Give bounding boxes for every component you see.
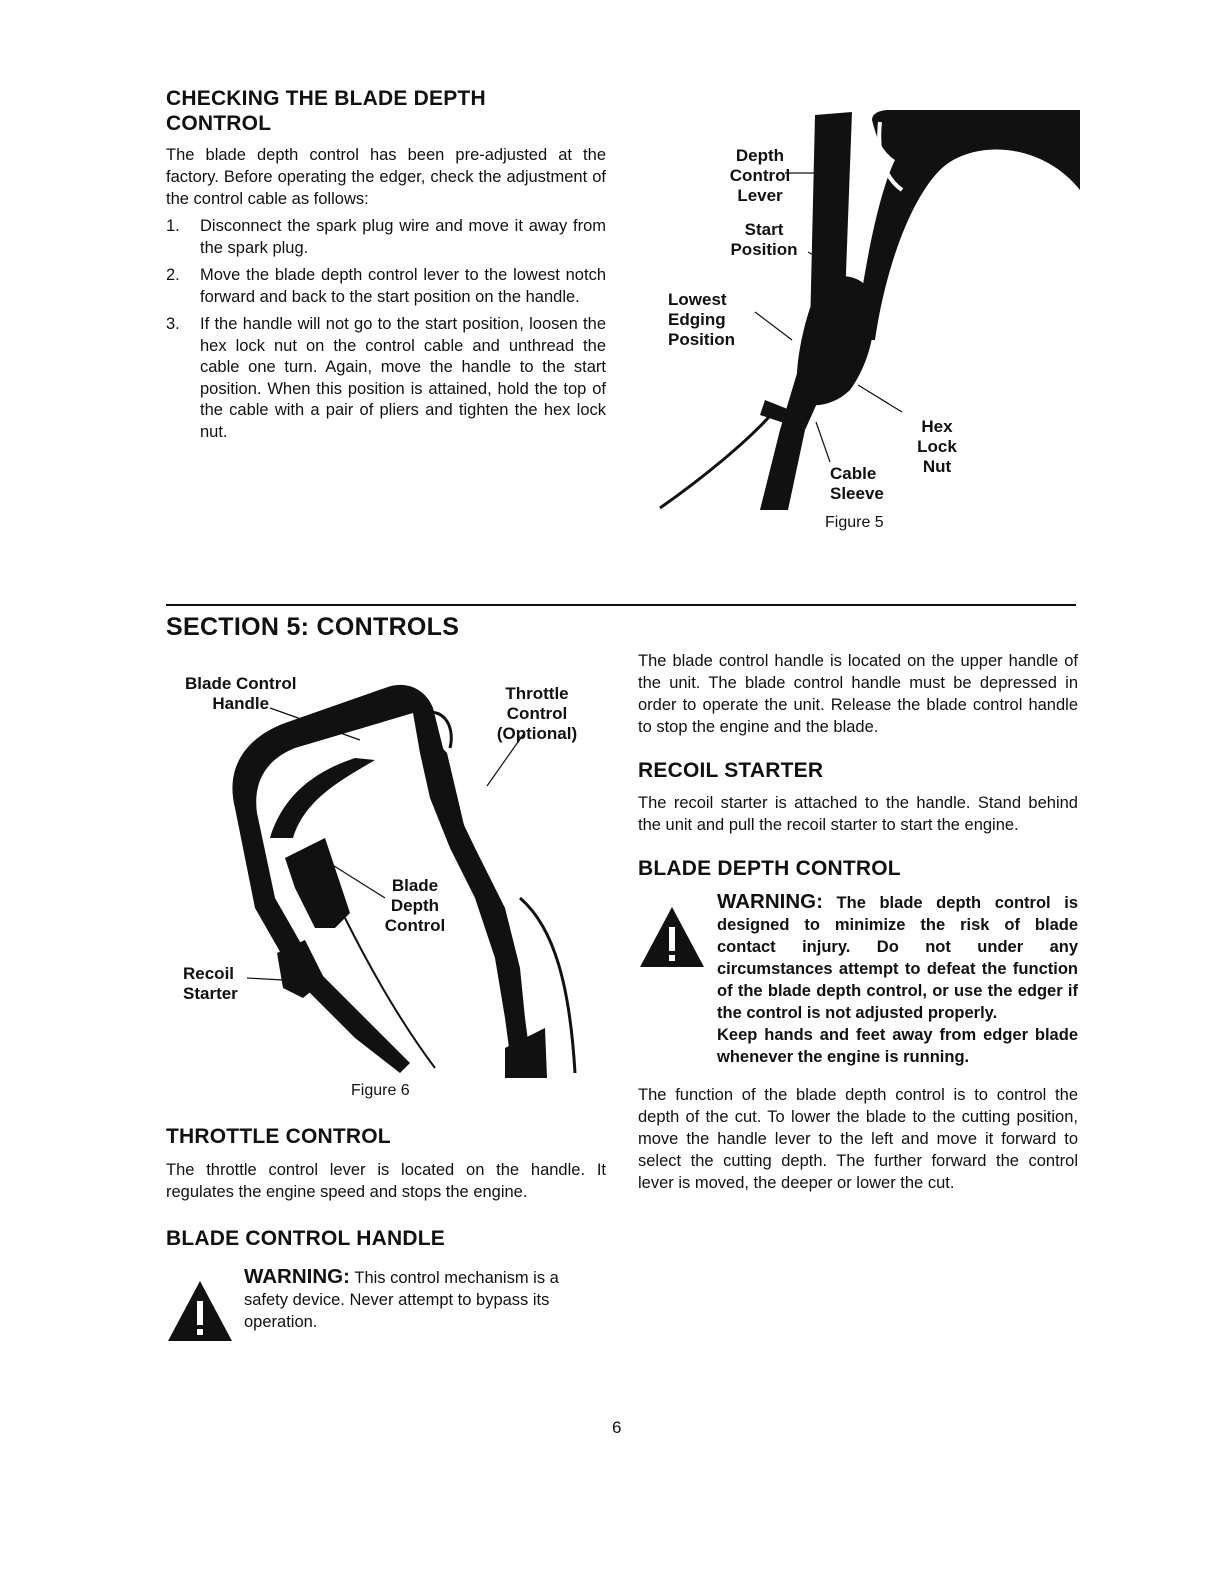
throttle-control-title: THROTTLE CONTROL [166,1125,391,1148]
warning-text: This control mechanism is a safety device. Never attempt to bypass its operation. [244,1269,559,1331]
blade-depth-control-title: BLADE DEPTH CONTROL [638,857,901,880]
blade-control-handle-title: BLADE CONTROL HANDLE [166,1227,445,1250]
warning-title-depth: WARNING: [717,890,823,913]
blade-control-handle-section [166,1226,606,1345]
warning-triangle-icon [166,1279,234,1343]
right-column [638,650,1078,1194]
label-depth-control-lever: Depth Control Lever [729,146,791,205]
throttle-control-body: The throttle control lever is located on the handle. It regulates the engine speed and stops the engine. [166,1161,606,1201]
checking-intro: The blade depth control has been pre-adjusted at the factory. Before operating the edger, check the adjustment of the control cable as follows: [166,146,606,208]
warning-box-depth [638,891,1078,1068]
section-divider [166,604,1076,606]
label-blade-depth-control: Blade Depth Control [384,876,446,935]
list-item: 3. If the handle will not go to the start position, loosen the hex lock nut on the control cable and unthread the cable one turn. Again, move the handle to the start position. When this position is attained, hold the top of the cable with a pair of pliers and tighten the hex lock nut. [166,315,606,441]
warning-triangle-icon [638,905,706,969]
figure-6-caption: Figure 6 [351,1082,410,1099]
label-hex-lock-nut: Hex Lock Nut [917,417,957,476]
checking-section [166,86,606,449]
figure-6 [175,668,595,1108]
section-title: SECTION 5: CONTROLS [166,613,460,641]
blade-depth-control-body: The function of the blade depth control is to control the depth of the cut. To lower the blade to the cutting position, move the handle lever to the left and move it forward to select the cutting depth. The further forward the control lever is moved, the deeper or lower the cut. [638,1086,1078,1192]
label-blade-control-handle: Blade Control Handle [185,674,297,713]
warning-text-depth: WARNING: The blade depth control is designed to minimize the risk of blade contact injury. Do not under any circumstances attempt to defeat the function of the blade depth control, or use the edger if the control is not adjusted properly. [717,890,1078,1022]
list-item: 2. Move the blade depth control lever to the lowest notch forward and back to the start position on the handle. [166,266,606,306]
checking-steps [166,216,606,443]
label-throttle-control: Throttle Control (Optional) [496,684,578,743]
throttle-control-section [166,1124,606,1203]
list-item: 1. Disconnect the spark plug wire and move it away from the spark plug. [166,217,606,257]
figure-5 [640,100,1090,550]
label-recoil-starter: Recoil Starter [183,964,238,1003]
recoil-starter-body: The recoil starter is attached to the handle. Stand behind the unit and pull the recoil starter to start the engine. [638,794,1078,834]
checking-title: CHECKING THE BLADE DEPTH CONTROL [166,87,486,135]
figure-5-caption: Figure 5 [825,514,884,531]
page-number: 6 [612,1418,622,1437]
label-cable-sleeve: Cable Sleeve [830,464,884,503]
label-lowest-edging-position: Lowest Edging Position [668,290,736,349]
warning-title: WARNING: [244,1265,350,1288]
label-start-position: Start Position [730,220,798,259]
recoil-starter-title: RECOIL STARTER [638,759,824,782]
blade-control-handle-description: The blade control handle is located on the upper handle of the unit. The blade control handle must be depressed in order to operate the unit. Release the blade control handle to stop the engine and the blade. [638,652,1078,736]
warning-text-hands: Keep hands and feet away from edger blade whenever the engine is running. [717,1026,1078,1066]
warning-box [166,1265,606,1345]
